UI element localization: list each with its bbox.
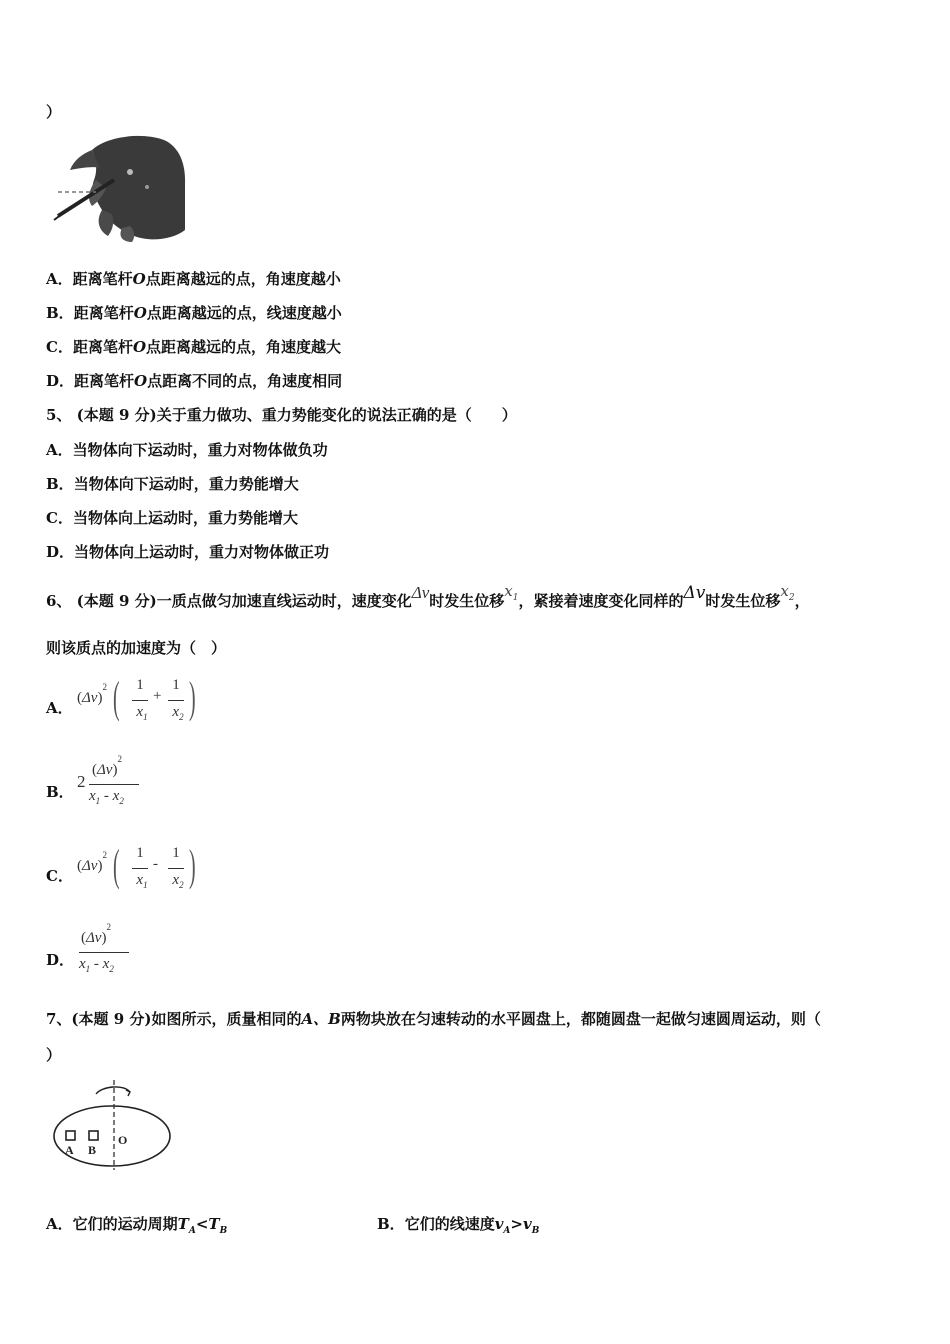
q5-option-b[interactable]: B．当物体向下运动时，重力势能增大: [46, 475, 299, 493]
disk-label-b: B: [88, 1143, 97, 1157]
q4-option-c[interactable]: C．距离笔杆O点距离越远的点，角速度越大: [46, 338, 342, 356]
rotating-disk-figure: [50, 1078, 176, 1170]
q4-option-a[interactable]: A．距离笔杆O点距离越远的点，角速度越小: [46, 270, 341, 288]
q6-x2: $x_2$: [780, 582, 795, 603]
q7-stem: 7、(本题 9 分)如图所示，质量相同的A、B两物块放在匀速转动的水平圆盘上，都随圆盘一起做匀速圆周运动，则（: [46, 1010, 821, 1028]
q4-stem-continuation: ）: [46, 103, 62, 121]
disk-label-o: O: [118, 1133, 128, 1147]
disk-label-a: A: [65, 1143, 74, 1157]
q6-option-b-label[interactable]: B．: [46, 783, 74, 801]
hand-pen-figure: [52, 132, 188, 244]
q4-option-d[interactable]: D．距离笔杆O点距离不同的点，角速度相同: [46, 372, 343, 390]
q4-option-b[interactable]: B．距离笔杆O点距离越远的点，线速度越小: [46, 304, 342, 322]
q6-stem-line2: 则该质点的加速度为（ ）: [46, 639, 227, 657]
q5-stem: 5、 (本题 9 分)关于重力做功、重力势能变化的说法正确的是（ ）: [46, 406, 517, 424]
q5-option-d[interactable]: D．当物体向上运动时，重力对物体做正功: [46, 543, 330, 561]
q6-option-a-label[interactable]: A．: [46, 699, 73, 717]
q6-x1: $x_1$: [504, 582, 519, 603]
q6-option-d-formula[interactable]: $(\Delta v)^2$ $x_1 - x_2$: [79, 928, 139, 978]
q6-dv-2: Δv: [683, 583, 706, 603]
q6-option-b-formula[interactable]: 2 $(\Delta v)^2$ $x_1 - x_2$: [77, 760, 147, 810]
q7-option-b[interactable]: B．它们的线速度$v_A>v_B$: [377, 1215, 540, 1236]
q6-option-c-label[interactable]: C．: [46, 867, 73, 885]
q5-option-a[interactable]: A．当物体向下运动时，重力对物体做负功: [46, 441, 328, 459]
q6-option-d-label[interactable]: D．: [46, 951, 75, 969]
q6-dv-1: Δv: [411, 583, 430, 602]
q7-stem-continuation: ）: [46, 1046, 62, 1064]
q7-option-a[interactable]: A．它们的运动周期$T_A<T_B$: [46, 1215, 228, 1236]
q5-option-c[interactable]: C．当物体向上运动时，重力势能增大: [46, 509, 298, 527]
q6-stem: 6、 (本题 9 分)一质点做匀加速直线运动时，速度变化Δv时发生位移$x_1$，紧接着速度变化同样的Δv时发生位移$x_2$，: [46, 582, 810, 610]
